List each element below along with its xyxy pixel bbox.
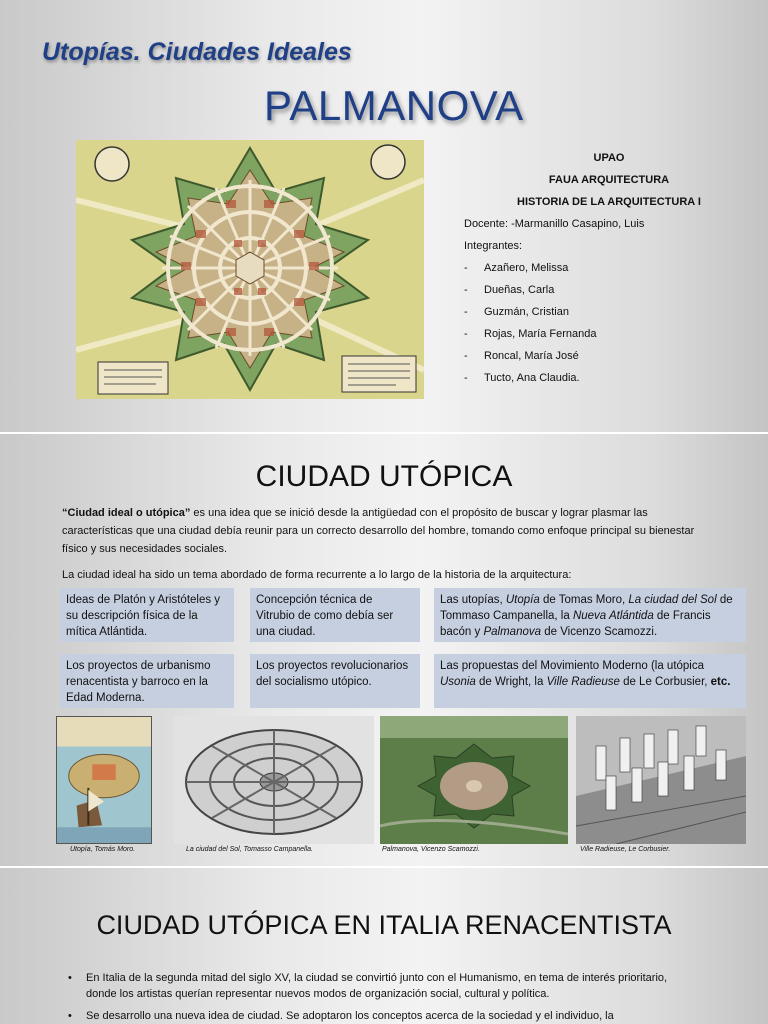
slide-subtitle: Utopías. Ciudades Ideales: [42, 38, 352, 66]
ciudad-del-sol-image: [174, 716, 374, 844]
box-socialismo-utopico: Los proyectos revolucionarios del socialismo utópico.: [250, 654, 420, 708]
box-vitrubio: Concepción técnica de Vitrubio de como debía ser una ciudad.: [250, 588, 420, 642]
history-paragraph: La ciudad ideal ha sido un tema abordado de forma recurrente a lo largo de la historia de la arquitectura:: [62, 569, 572, 581]
member-item: - Tucto, Ana Claudia.: [464, 372, 580, 384]
slide-italia-renacentista: [0, 868, 768, 1024]
slide-palmanova-cover: [0, 0, 768, 432]
list-item: • Se desarrollo una nueva idea de ciudad. Se adoptaron los conceptos acerca de la sociedad y el individuo, la: [68, 1010, 614, 1022]
member-item: - Dueñas, Carla: [464, 284, 555, 296]
slide-title: CIUDAD UTÓPICA: [255, 460, 513, 493]
bullet-list: [68, 970, 688, 1024]
list-item: • En Italia de la segunda mitad del siglo XV, la ciudad se convirtió junto con el Humanismo, en tema de interés prioritario, donde los artistas querían representar nuevos modos de organización social, cultural y política.: [68, 972, 668, 1000]
caption-palmanova: Palmanova, Vicenzo Scamozzi.: [382, 846, 480, 853]
box-platon-aristoteles: Ideas de Platón y Aristóteles y su descripción física de la mítica Atlántida.: [60, 588, 234, 642]
member-item: - Roncal, María José: [464, 350, 579, 362]
box-movimiento-moderno: Las propuestas del Movimiento Moderno (la utópica Usonia de Wright, la Ville Radieuse de Le Corbusier, etc.: [434, 654, 746, 708]
caption-ciudad-del-sol: La ciudad del Sol, Tomasso Campanella.: [186, 846, 313, 853]
utopia-illustration-image: [56, 716, 152, 844]
slide-title: CIUDAD UTÓPICA EN ITALIA RENACENTISTA: [96, 910, 672, 940]
member-item: - Azañero, Melissa: [464, 262, 569, 274]
member-item: - Rojas, María Fernanda: [464, 328, 597, 340]
member-item: - Guzmán, Cristian: [464, 306, 569, 318]
docente-line: Docente: -Marmanillo Casapino, Luis: [464, 218, 645, 230]
slide-title: PALMANOVA: [264, 82, 524, 129]
course-line: HISTORIA DE LA ARQUITECTURA I: [517, 196, 701, 208]
slide-ciudad-utopica: [0, 434, 768, 866]
caption-ville-radieuse: Ville Radieuse, Le Corbusier.: [580, 846, 671, 853]
faculty-line: FAUA ARQUITECTURA: [548, 174, 670, 186]
palmanova-aerial-image: [380, 716, 568, 844]
box-urbanismo-renacentista: Los proyectos de urbanismo renacentista y barroco en la Edad Moderna.: [60, 654, 234, 708]
integrantes-label: Integrantes:: [464, 240, 523, 252]
course-info: [464, 150, 754, 392]
box-utopias: Las utopías, Utopía de Tomas Moro, La ciudad del Sol de Tommaso Campanella, la Nueva Atlántida de Francis bacón y Palmanova de Vicenzo Scamozzi.: [434, 588, 746, 642]
ville-radieuse-model-image: [576, 716, 746, 844]
palmanova-map-image: [76, 140, 424, 399]
caption-utopia: Utopía, Tomás Moro.: [70, 846, 136, 853]
intro-paragraph: “Ciudad ideal o utópica” es una idea que se inició desde la antigüedad con el propósito de buscar y lograr plasmar las características que una ciudad debía reunir para un correcto desarrollo del hombre, tomando como enfoque principal su bienestar físico y sus necesidades sociales.: [62, 507, 695, 555]
institution-line: UPAO: [593, 152, 625, 164]
